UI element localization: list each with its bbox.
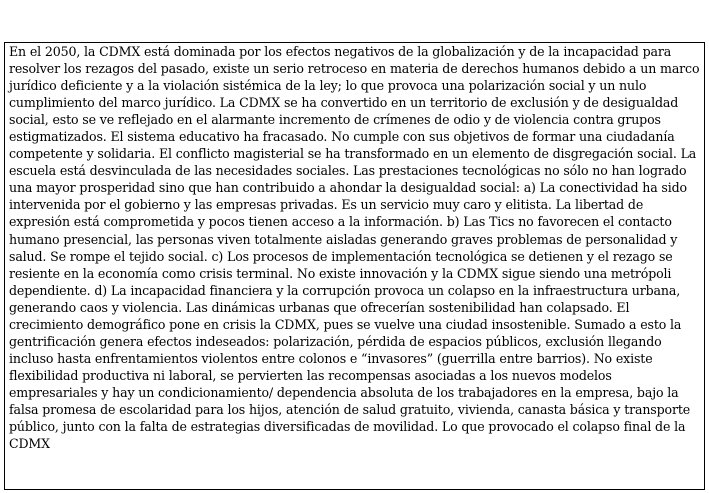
text-box — [4, 42, 705, 490]
scenario-paragraph: En el 2050, la CDMX está dominada por los efectos negativos de la globalización y de la incapacidad para resolver los rezagos del pasado, existe un serio retroceso en materia de derechos humanos debido a un marco jurídico deficiente y a la violación sistémica de la ley; lo que provoca una polarización social y un nulo cumplimiento del marco jurídico. La CDMX se ha convertido en un territorio de exclusión y de desigualdad social, esto se ve reflejado en el alarmante incremento de crímenes de odio y de violencia contra grupos estigmatizados. El sistema educativo ha fracasado. No cumple con sus objetivos de formar una ciudadanía competente y solidaria. El conflicto magisterial se ha transformado en un elemento de disgregación social. La escuela está desvinculada de las necesidades sociales. Las prestaciones tecnológicas no sólo no han logrado una mayor prosperidad sino que han contribuido a ahondar la desigualdad social: a) La conectividad ha sido intervenida por el gobierno y las empresas privadas. Es un servicio muy caro y elitista. La libertad de expresión está comprometida y pocos tienen acceso a la información. b) Las Tics no favorecen el contacto humano presencial, las personas viven totalmente aisladas generando graves problemas de personalidad y salud. Se rompe el tejido social. c) Los procesos de implementación tecnológica se detienen y el rezago se resiente en la economía como crisis terminal. No existe innovación y la CDMX sigue siendo una metrópoli dependiente. d) La incapacidad financiera y la corrupción provoca un colapso en la infraestructura urbana, generando caos y violencia. Las dinámicas urbanas que ofrecerían sostenibilidad han colapsado. El crecimiento demográfico pone en crisis la CDMX, pues se vuelve una ciudad insostenible. Sumado a esto la gentrificación genera efectos indeseados: polarización, pérdida de espacios públicos, exclusión llegando incluso hasta enfrentamientos violentos entre colonos e “invasores” (guerrilla entre barrios). No existe flexibilidad productiva ni laboral, se pervierten las recompensas asociadas a los nuevos modelos empresariales y hay un condicionamiento/ dependencia absoluta de los trabajadores en la empresa, bajo la falsa promesa de escolaridad para los hijos, atención de salud gratuito, vivienda, canasta básica y transporte público, junto con la falta de estrategias diversificadas de movilidad. Lo que provocado el colapso final de la CDMX — [9, 44, 700, 452]
